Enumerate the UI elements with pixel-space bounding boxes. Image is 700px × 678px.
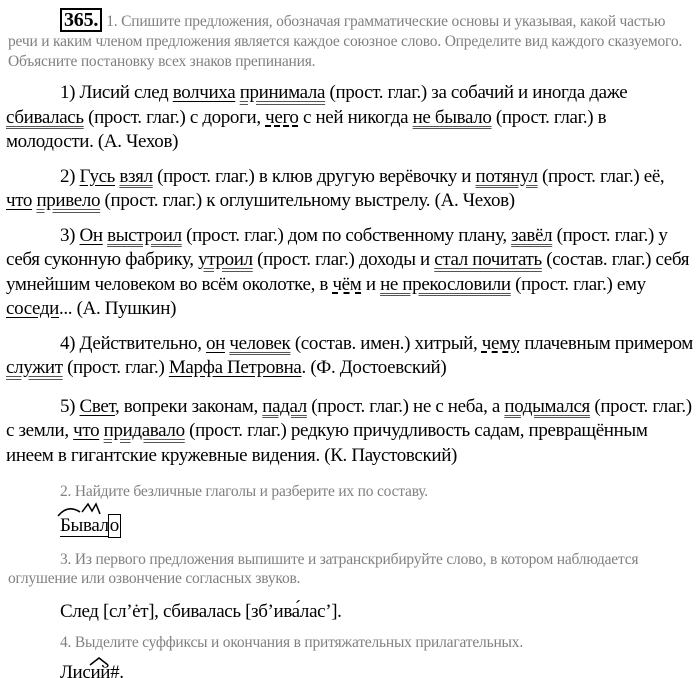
sentence-text: и [361, 273, 381, 295]
predicate: завёл [511, 224, 553, 246]
sentence-text: (прост. глаг.) в клюв другую верёвочку и [152, 165, 476, 187]
answer-4 [0, 662, 700, 678]
sentence-2 [0, 165, 700, 214]
predicate: не бывало [412, 106, 492, 128]
predicate: взял [119, 165, 153, 187]
sentence-text: ... (А. Пушкин) [59, 298, 177, 319]
predicate: придавало [103, 420, 185, 441]
sentence-text: 3) [60, 224, 80, 246]
sentence-text: 1) Лисий след [60, 82, 173, 103]
predicate: падал [262, 395, 307, 417]
predicate: принимала [239, 82, 326, 103]
predicate: утроил [198, 249, 253, 270]
predicate: выстроил [107, 224, 182, 246]
predicate: не прекословили [380, 273, 511, 295]
predicate: привело [36, 190, 101, 211]
sentence-text: 4) Действительно, [60, 332, 206, 354]
task-2: 2. Найдите безличные глаголы и разберите их по составу. [60, 483, 428, 500]
subject: Гусь [79, 165, 115, 187]
sentence-text: (прост. глаг.) редкую причудливость садам, превращённым инеем в гигантские кружевные видения. (К. Паустовский) [6, 420, 648, 466]
sentence-5 [0, 395, 700, 469]
sentence-text: . (Ф. Достоевский) [301, 357, 447, 378]
sentence-text: плачевным примером [519, 332, 693, 354]
root-suffix-marks-icon [56, 502, 118, 518]
predicate: служит [6, 357, 63, 378]
sentence-text: (прост. глаг.) ему [510, 273, 646, 295]
predicate: человек [229, 332, 291, 354]
sentence-3 [0, 224, 700, 322]
conjunctive-word: чему [481, 332, 520, 354]
sentence-text: (прост. глаг.) с дороги, [83, 106, 266, 128]
subject: Свет [79, 395, 115, 417]
sentence-text: (прост. глаг.) не с неба, а [306, 395, 505, 417]
sentence-text: (прост. глаг.) её, [537, 165, 665, 187]
subject: Марфа Петровна [168, 357, 302, 378]
suffix [90, 662, 110, 678]
sentence-text: (состав. глаг.) себя умнейшим человеком во всём околотке, в [6, 249, 690, 295]
stem: Бывал [60, 514, 109, 536]
sentence-text: (прост. глаг.) у себя суконную фабрику, [6, 224, 668, 270]
sentence-1 [0, 81, 700, 155]
sentence-text: (прост. глаг.) доходы и [252, 249, 435, 270]
subject: волчиха [172, 82, 236, 103]
ending: о [109, 514, 119, 536]
morpheme-parse [60, 514, 121, 538]
task-1-text: 1. Спишите предложения, обозначая грамматические основы и указывая, какой частью речи и каким членом предложения является каждое союзное слово. Определите вид каждого сказуемого. Объясните постановку всех знаков препинания. [8, 13, 683, 70]
sentences [0, 81, 700, 468]
sentence-text: (прост. глаг.) дом по собственному плану, [181, 224, 512, 246]
sentence-text: (состав. имен.) хитрый, [290, 332, 482, 354]
sentence-text: , вопреки законам, [114, 395, 263, 417]
subject: соседи [6, 298, 59, 319]
conjunctive-word: чём [332, 273, 362, 295]
sentence-text: (прост. глаг.) к оглушительному выстрелу. (А. Чехов) [100, 190, 515, 211]
answer-2 [0, 502, 700, 538]
task-1 [0, 0, 700, 71]
sentence-text: с ней никогда [298, 106, 413, 128]
sentence-text: 5) [60, 395, 80, 417]
task-4: 4. Выделите суффиксы и окончания в притяжательных прилагательных. [60, 633, 523, 651]
period: . [119, 662, 124, 678]
sentence-text: (прост. глаг.) в молодости. (А. Чехов) [6, 106, 607, 152]
subject: что [73, 420, 100, 441]
conjunctive-word: чего [265, 106, 299, 128]
sentence-text: (прост. глаг.) [62, 357, 169, 378]
suffix-text: ий [90, 662, 111, 678]
predicate: стал почитать [434, 249, 542, 270]
sentence-text: (прост. глаг.) за собачий и иногда даже [325, 82, 628, 103]
subject: Он [79, 224, 103, 246]
predicate: сбивалась [6, 106, 84, 128]
root: Лис [60, 662, 91, 678]
answer-3: След [сл’ėт], сбивалась [зб’ива́лас’]. [60, 600, 342, 622]
subject: что [6, 190, 33, 211]
suffix-mark-icon [88, 656, 110, 666]
predicate: потянул [475, 165, 538, 187]
sentence-text: (прост. глаг.) с земли, [6, 395, 692, 441]
predicate: подымался [504, 395, 590, 417]
sentence-text: 2) [60, 165, 80, 187]
exercise-number: 365. [60, 8, 102, 32]
subject: он [206, 332, 225, 354]
sentence-4 [0, 332, 700, 381]
zero-ending: # [110, 662, 120, 678]
task-3: 3. Из первого предложения выпишите и затранскрибируйте слово, в котором наблюдается оглушение или озвончение согласных звуков. [8, 550, 639, 587]
